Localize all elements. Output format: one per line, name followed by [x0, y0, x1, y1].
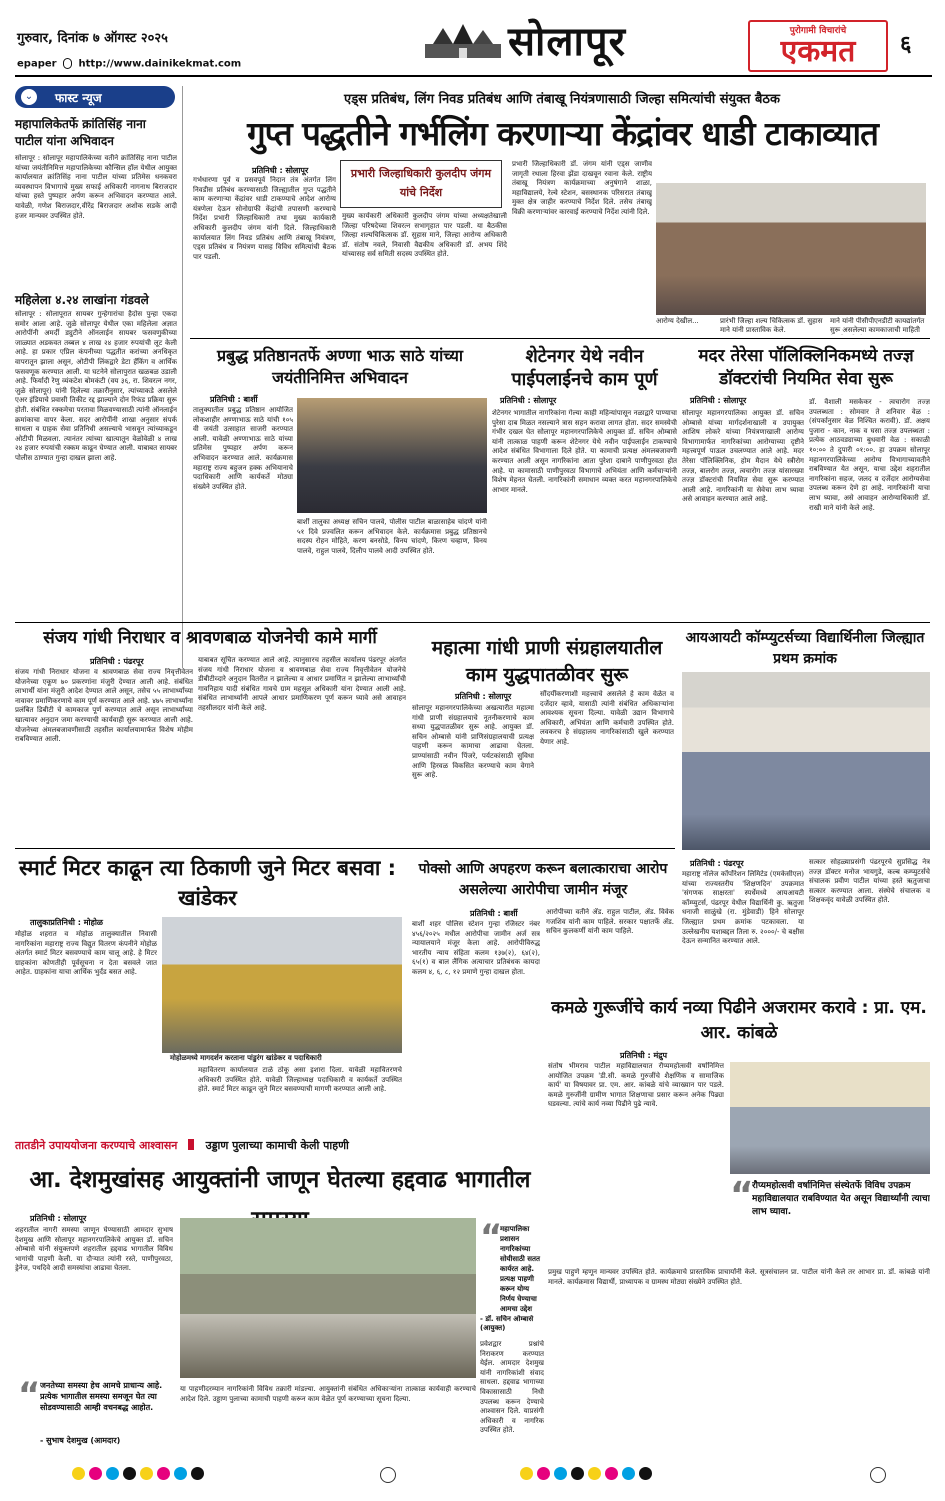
iit-body-2: सत्कार सोहळ्याप्रसंगी पंढरपूरचे सुप्रसिद्ध नेत्र तज्ज्ञ डॉक्टर मनोज भायगुडे, कल्ब कम्प्युटर्सचे संचालक प्रवीण पाटील यांच्या हस्ते ऋतुजाचा सत्कार करण्यात आला. संस्थेचे संचालक व शिक्षकवृंद यावेळी उपस्थित होते.: [809, 858, 930, 905]
kamble-pull-quote: रौप्यमहोत्सवी वर्षानिमित्त संस्थेतर्फे विविध उपक्रम महाविद्यालयात राबविण्यात येत असून विद्यार्थ्यांनी त्याचा लाभ घ्यावा.: [752, 1181, 930, 1217]
sidebar-item1-headline: महापालिकेतर्फे क्रांतिसिंह नाना पाटील यांना अभिवादन: [15, 117, 146, 148]
temple-skyline-icon: [423, 22, 503, 62]
sanjay-body: संजय गांधी निराधार योजना व श्रावणबाळ सेवा राज्य निवृत्तीवेतन योजनेच्या एकूण ७० प्रकरणांना मंजुरी देण्यात आली आहे. संबंधित लाभार्थी यांना मंजुरी आदेश देण्यात आले असून, तसेच ५५ लाभार्थ्यांच्या नावावर प्रमाणिकरणाचे काम पूर्ण करण्यात आले आहे. ४७५ लाभार्थ्यांना प्रलंबित डिबीटी चे कामकाज पूर्ण करण्यात आले असून लाभार्थ्यांच्या खात्यावर अनुदान जमा करण्याची कार्यवाही सुरू करण्यात आली आहे. योजनेच्या अंमलबजावणीसाठी तहसील कार्यालयामार्फत विशेष मोहीम राबविण्यात आली.: [15, 668, 193, 744]
divider-2: [15, 622, 930, 623]
color-swatch: [123, 1467, 136, 1480]
color-swatch: [605, 1467, 618, 1480]
color-swatch: [537, 1467, 550, 1480]
kamble-body: संतोष भीमराव पाटील महाविद्यालयात रौप्यमहोत्सवी वर्षानिमित्त आयोजित उपक्रम 'डी.सी. कमळे गुरुजींचे शैक्षणिक व सामाजिक कार्य' या विषयावर प्रा. एम. आर. कांबळे यांचे व्याख्यान पार पडले. कमळे गुरुजींनी ग्रामीण भागात शिक्षणाचा प्रसार करून अनेक पिढ्या घडवल्या. त्यांचे कार्य नव्या पिढीने पुढे न्यावे.: [548, 1062, 724, 1109]
lead-body-col1: गर्भधारणा पूर्व व प्रसवपूर्व निदान तंत्र अंतर्गत लिंग निवडीस प्रतिबंध करण्यासाठी जिल्ह्यातील गुप्त पद्धतीने काम करणाऱ्या केंद्रांवर धाडी टाकण्याचे आदेश आरोग्य यंत्रणेला देऊन सोनोग्राफी केंद्रांची तपासणी करण्याचे निर्देश प्रभारी जिल्हाधिकारी तथा मुख्य कार्यकारी अधिकारी कुलदीप जंगम यांनी दिले. जिल्हाधिकारी कार्यालयात लिंग निवड प्रतिबंध आणि तंबाखू नियंत्रण, एड्स प्रतिबंध व नियंत्रण यासह विविध समित्यांची बैठक पार पडली.: [193, 176, 336, 261]
color-swatch: [639, 1467, 652, 1480]
brand-name: एकमत: [780, 34, 856, 69]
iit-headline: आयआयटी कॉम्प्युटर्सच्या विद्यार्थिनीला जिल्ह्यात प्रथम क्रमांक: [685, 630, 925, 667]
color-swatches-right: [520, 1467, 652, 1480]
teresa-body: सोलापूर महानगरपालिका आयुक्त डॉ. सचिन ओम्बासे यांच्या मार्गदर्शनाखाली व उपायुक्त आशिष लोकरे यांच्या नियंत्रणाखाली आरोग्य विभागामार्फत नागरिकांच्या आरोग्याच्या दृष्टीने महत्त्वपूर्ण पाऊल उचलण्यात आले आहे. मदर तेरेसा पॉलिक्लिनिक, होम मैदान येथे स्त्रीरोग तज्ज्ञ, बालरोग तज्ज्ञ, त्वचारोग तज्ज्ञ यांसारख्या तज्ज्ञ डॉक्टरांची नियमित सेवा सुरू करण्यात आली आहे. नागरिकांनी या सेवेचा लाभ घ्यावा असे आवाहन करण्यात आले आहे.: [682, 409, 804, 504]
color-swatch: [554, 1467, 567, 1480]
color-swatches-left: [72, 1467, 204, 1480]
fast-news-sidebar: [15, 86, 183, 668]
epaper-line: [17, 58, 241, 70]
museum-body-2: सौंदर्यीकरणाशी महत्त्वाचे असलेले हे काम वेळेत व दर्जेदार व्हावे, यासाठी त्यांनी संबंधित अधिकाऱ्यांना आवश्यक सूचना दिल्या. यावेळी उद्यान विभागाचे अधिकारी, अभियंता आणि कर्मचारी उपस्थित होते. लवकरच हे संग्रहालय नागरिकांसाठी खुले करण्यात येणार आहे.: [540, 690, 674, 746]
museum-byline: प्रतिनिधी : सोलापूर: [455, 692, 512, 701]
sanjay-headline: संजय गांधी निराधार व श्रावणबाळ योजनेची कामे मार्गी: [43, 628, 377, 648]
strip-left: तातडीने उपाययोजना करण्याचे आश्वासन: [15, 1139, 178, 1152]
teresa-headline: मदर तेरेसा पॉलिक्लिनिकमध्ये तज्ज्ञ डॉक्टरांची नियमित सेवा सुरू: [698, 346, 914, 389]
anna-byline: प्रतिनिधी : बार्शी: [210, 395, 258, 404]
deshmukh-body-2: या पाहणीदरम्यान नागरिकांनी विविध तक्रारी मांडल्या. आयुक्तांनी संबंधित अधिकाऱ्यांना तात्काळ कार्यवाही करण्याचे आदेश दिले. उड्डाण पुलाच्या कामाची पाहणी करून काम वेळेत पूर्ण करण्याच्या सूचना दिल्या.: [180, 1385, 476, 1403]
strip-right: उड्डाण पुलाच्या कामाची केली पाहणी: [205, 1139, 349, 1152]
strip-separator: [188, 1139, 194, 1150]
lead-body-col2: मुख्य कार्यकारी अधिकारी कुलदीप जंगम यांच्या अध्यक्षतेखाली जिल्हा परिषदेच्या शिवरत्न सभागृहात पार पडली. या बैठकीस जिल्हा शल्यचिकित्सक डॉ. सुहास माने, जिल्हा आरोग्य अधिकारी डॉ. संतोष नवले, निवासी वैद्यकीय अधिकारी डॉ. अभय शिंदे यांच्यासह सर्व समिती सदस्य उपस्थित होते.: [342, 212, 507, 259]
deshmukh-quote2-author: - डॉ. सचिन ओम्बासे (आयुक्त): [480, 1315, 534, 1332]
color-swatch: [191, 1467, 204, 1480]
anna-body: तालुक्यातील प्रबुद्ध प्रतिष्ठान आयोजित लोकशाहीर अण्णाभाऊ साठे यांची १०५ वी जयंती उत्साहात साजरी करण्यात आली. यावेळी अण्णाभाऊ साठे यांच्या प्रतिमेस पुष्पहार अर्पण करून अभिवादन करण्यात आले. कार्यक्रमास महाराष्ट्र राज्य बहुजन हक्क अभियानाचे पदाधिकारी आणि कार्यकर्ते मोठ्या संख्येने उपस्थित होते.: [193, 406, 293, 491]
lead-caption-3: माने यांनी पीसीपीएनडीटी कायद्यांतर्गत सुरू असलेल्या कामकाजाची माहिती: [830, 317, 925, 334]
deshmukh-byline: प्रतिनिधी : सोलापूर: [30, 1214, 87, 1223]
color-swatch: [520, 1467, 533, 1480]
iit-body: महाराष्ट्र नॉलेज कॉर्पोरेशन लिमिटेड (एमकेसीएल) यांच्या राज्यस्तरीय 'शिक्षणदिन' उपक्रमात 'संगणक साक्षरता' स्पर्धेमध्ये आयआयटी कॉम्प्युटर्स, पंढरपूर येथील विद्यार्थिनी कु. ऋतुजा धनाजी साळुंखे (रा. मुंडेवाडी) हिने सोलापूर जिल्ह्यात प्रथम क्रमांक पटकावला. या उल्लेखनीय यशाबद्दल तिला रु. २०००/- चे बक्षीस देऊन सन्मानित करण्यात आले.: [682, 870, 804, 946]
color-swatch: [622, 1467, 635, 1480]
lead-photo: [656, 183, 926, 315]
iit-byline: प्रतिनिधी : पंढरपूर: [690, 859, 744, 868]
epaper-link[interactable]: http://www.dainikekmat.com: [78, 58, 242, 70]
kamble-headline: कमळे गुरूजींचे कार्य नव्या पिढीने अजरामर करावे : प्रा. एम. आर. कांबळे: [551, 998, 927, 1043]
meter-body-2: महावितरण कार्यालयात टाळे ठोकू असा इशारा दिला. यावेळी महावितरणचे अधिकारी उपस्थित होते. यावेळी जिल्हाध्यक्ष पदाधिकारी व कार्यकर्ते उपस्थित होते. स्मार्ट मिटर काढून जुने मिटर बसवण्याची मागणी करण्यात आली आहे.: [198, 1066, 402, 1094]
anna-headline: प्रबुद्ध प्रतिष्ठानतर्फे अण्णा भाऊ साठे यांच्या जयंतीनिमित्त अभिवादन: [216, 346, 464, 387]
meter-caption: मोहोळमध्ये मागदर्शन करताना पांडुरंग खांडेकर व पदाधिकारी: [170, 1054, 322, 1062]
color-swatch: [588, 1467, 601, 1480]
kamble-byline: प्रतिनिधी : मंद्रुप: [620, 1051, 668, 1060]
pipeline-headline: शेटेनगर येथे नवीन पाईपलाईनचे काम पूर्ण: [511, 346, 658, 390]
sidebar-item2-body: सोलापूर : सोलापूरात सायबर गुन्हेगारांचा हैदोस पुन्हा एकदा समोर आला आहे. जुळे सोलापूर येथील एका महिलेला अज्ञात आरोपींनी अमर्दी ड्युटीने ऑनलाईन सायबर फसवणुकीच्या जाळ्यात अडकवत तब्बल ४ लाख २४ हजार रुपयांची लूट केली आहे. हा प्रकार एप्रिल कंपनीच्या पद्धतीत करांच्या अनधिकृत वापरातून झाला असून, ओटीपी लिंकद्वारे डेटा हॅकिंग व आर्थिक फसवणूक करण्यात आली. या घटनेने सोलापुरात खळबळ उडाली आहे. फिर्यादी रेणु व्यंकटेश बोमकंटी (वय ३६, रा. शिवरत्न नगर, जुळे सोलापूर) यांनी दिलेल्या तक्रारीनुसार, त्यांच्याकडे असलेले एअर इंडियाचे प्रवासी तिकीट रद्द झाल्याने दोन रिफंड प्रक्रिया सुरू होती. संबंधित रक्कमेचा परतावा मिळवण्यासाठी त्यांनी ऑनलाईन क्रमांकाचा वापर केला. सदर आरोपींनी शाखा अनुसार संपर्क साधला व ग्राहक सेवा प्रतिनिधी असल्याचे भासवून त्यांच्याकडून ओटीपी मिळवला. त्यानंतर त्यांच्या खात्यातून वेळोवेळी ४ लाख २४ हजार रुपयांची रक्कम काढून घेण्यात आली. याबाबत सायबर पोलीस ठाण्यात गुन्हा दाखल झाला आहे.: [15, 310, 177, 462]
deshmukh-headline: आ. देशमुखांसह आयुक्तांनी जाणून घेतल्या हद्दवाढ भागातील: [29, 1167, 531, 1193]
museum-headline: महात्मा गांधी प्राणी संग्रहालयातील काम युद्धपातळीवर सुरू: [431, 637, 663, 686]
brand-tagline: पुरोगामी विचारांचे: [789, 26, 847, 36]
lead-boxed-sub-text: प्रभारी जिल्हाधिकारी कुलदीप जंगम यांचे निर्देश: [350, 167, 492, 199]
color-swatch: [72, 1467, 85, 1480]
deshmukh-quote1-author: - सुभाष देशमुख (आमदार): [40, 1436, 121, 1445]
sidebar-item2-headline: महिलेला ४.२४ लाखांना गंडवले: [15, 293, 149, 307]
deshmukh-quote1: जनतेच्या समस्या हेच आमचे प्राधान्य आहे. प्रत्येक भागातील समस्या समजून घेत त्या सोडवण्यासाठी आम्ही वचनबद्ध आहोत.: [40, 1381, 163, 1412]
sanjay-body-2: याबाबत सूचित करण्यात आले आहे. त्यानुसारच तहसील कार्यालय पंढरपूर अंतर्गत संजय गांधी निराधार योजना व श्रावणबाळ सेवा राज्य निवृत्तीवेतन योजनेचे डीबीटीव्दारे अनुदान वितरीत न झालेल्या व आधार प्रमाणित न झालेल्या लाभार्थ्यांची गावनिहाय यादी संबंधित गावचे ग्राम महसूल अधिकारी यांना देण्यात आली आहे. संबंधित लाभार्थ्यांनी आपले आधार प्रमाणिकरण पूर्ण करून घ्यावे असे आवाहन तहसीलदार यांनी केले आहे.: [198, 656, 406, 712]
teresa-body-2: डॉ. वैशाली मसकेकर - त्वचारोग तज्ज्ञ उपलब्धता : सोमवार ते शनिवार वेळ : (संपर्कानुसार वेळ निश्चित करावी). डॉ. अक्षय पुजारा - कान, नाक व घसा तज्ज्ञ उपलब्धता : प्रत्येक आठवड्याच्या बुधवारी वेळ : सकाळी १०:०० ते दुपारी ०१:००. हा उपक्रम सोलापूर महानगरपालिकेच्या आरोग्य विभागाच्यावतीने राबविण्यात येत असून, याचा उद्देश शहरातील नागरिकांना सहज, जलद व दर्जेदार आरोग्यसेवा उपलब्ध करून देणे हा आहे. नागरिकांनी याचा लाभ घ्यावा, असे आवाहन आरोग्याधिकारी डॉ. राखी माने यांनी केले आहे.: [809, 398, 930, 512]
pocso-body: बार्शी शहर पोलिस स्टेशन गुन्हा रजिस्टर नंबर ४५६/२०२५ मधील आरोपीचा जामीन अर्ज सत्र न्यायालयाने मंजूर केला आहे. आरोपीविरुद्ध भारतीय न्याय संहिता कलम १३७(२), ६४(२), ६५(१) व बाल लैंगिक अत्याचार प्रतिबंधक कायदा कलम ४, ६, ८, १२ प्रमाणे गुन्हा दाखल होता.: [412, 920, 540, 976]
pocso-headline: पोक्सो आणि अपहरण करून बलात्काराचा आरोप असलेल्या आरोपीचा जामीन मंजूर: [418, 861, 668, 898]
crosshair-left-icon: [380, 1467, 396, 1483]
deshmukh-quote2-mark: “: [480, 1217, 503, 1257]
lead-headline: गुप्त पद्धतीने गर्भलिंग करणाऱ्या केंद्रांवर धाडी टाकाव्यात: [247, 114, 878, 153]
deshmukh-photo: [180, 1218, 476, 1378]
lead-kicker: एड्स प्रतिबंध, लिंग निवड प्रतिबंध आणि तंबाखू नियंत्रणासाठी जिल्हा समित्यांची संयुक्त बैठक: [344, 92, 780, 107]
masthead-rule: [15, 75, 932, 77]
color-swatch: [174, 1467, 187, 1480]
issue-date: गुरुवार, दिनांक ७ ऑगस्ट २०२५: [17, 31, 168, 46]
lead-body-col3: प्रभारी जिल्हाधिकारी डॉ. जंगम यांनी एड्स जाणीव जागृती रथाला हिरवा झेंडा दाखवून रवाना केले. राष्ट्रीय तंबाखू नियंत्रण कार्यक्रमाच्या अनुषंगाने शाळा, महाविद्यालये, रेल्वे स्टेशन, बसस्थानक परिसरात तंबाखू मुक्त क्षेत्र जाहीर करण्याचे निर्देश दिले. तसेच तंबाखू विक्री करणाऱ्यांवर कारवाई करण्याचे निर्देश त्यांनी दिले.: [512, 160, 652, 216]
divider-3: [15, 848, 675, 849]
epaper-label: epaper: [17, 58, 57, 70]
kamble-body-2: प्रमुख पाहुणे म्हणून मान्यवर उपस्थित होते. कार्यक्रमाचे प्रास्ताविक प्राचार्यांनी केले. सूत्रसंचालन प्रा. पाटील यांनी केले तर आभार प्रा. डॉ. कांबळे यांनी मानले. कार्यक्रमास विद्यार्थी, प्राध्यापक व ग्रामस्थ मोठ्या संख्येने उपस्थित होते.: [548, 1268, 930, 1286]
color-swatch: [89, 1467, 102, 1480]
crosshair-right-icon: [870, 1467, 886, 1483]
lead-divider: [190, 338, 930, 339]
lead-byline: प्रतिनिधी : सोलापूर: [252, 166, 309, 175]
museum-body: सोलापूर महानगरपालिकेच्या अखत्यारीत महात्मा गांधी प्राणी संग्रहालयाचे नूतनीकरणाचे काम सध्या युद्धपातळीवर सुरू आहे. आयुक्त डॉ. सचिन ओम्बासे यांनी प्राणिसंग्रहालयाची प्रत्यक्ष पाहणी करून कामाचा आढावा घेतला. प्राण्यांसाठी नवीन पिंजरे, पर्यटकांसाठी सुविधा आणि हिरवळ विकसित करण्याचे काम वेगाने सुरू आहे.: [412, 704, 534, 780]
anna-photo: [297, 398, 487, 513]
kamble-pull-quote-mark: “: [730, 1175, 754, 1216]
pocso-body-2: आरोपीच्या वतीने ॲड. राहुल पाटील, ॲड. विवेक गजशिव यांनी काम पाहिले. सरकार पक्षातर्फे ॲड. सचिन कुलकर्णी यांनी काम पाहिले.: [546, 908, 674, 936]
city-emblem: [423, 22, 503, 62]
registration-marks: [0, 1463, 945, 1493]
meter-body: मोहोळ शहरात व मोहोळ तालुक्यातील निवासी नागरिकांना महाराष्ट्र राज्य विद्युत वितरण कंपनीने मोहोळ अंतर्गत स्मार्ट मिटर बसवण्याचे काम चालू आहे. हे मिटर ग्राहकांना कोणतीही पूर्वसूचना न देता बसवले जात आहेत. ग्राहकांना याचा आर्थिक भुर्दंड बसत आहे.: [15, 930, 157, 977]
color-swatch: [571, 1467, 584, 1480]
deshmukh-quote2: महापालिका प्रशासन नागरिकांच्या सोयीसाठी सतत कार्यरत आहे. प्रत्यक्ष पाहणी करून योग्य निर्णय घेण्याचा आमचा उद्देश: [500, 1225, 540, 1313]
color-swatch: [140, 1467, 153, 1480]
iit-photo: [682, 672, 930, 850]
sanjay-byline: प्रतिनिधी : पंढरपूर: [90, 657, 144, 666]
red-strip: [15, 1134, 540, 1156]
anna-body-2: बार्शी तालुका अध्यक्ष सचिन पालवे, पोलीस पाटील बाळासाहेब चांदणे यांनी ५१ दिवे प्रज्वलित करून अभिवादन केले. कार्यक्रमास प्रबुद्ध प्रतिष्ठानचे सदस्य रोहन मोहिते, करण बनसोडे, विनय चांदणे, किरण चव्हाण, विनय पालवे, राहुल पालवे, दिलीप पालवे आदी उपस्थित होते.: [297, 518, 487, 555]
deshmukh-body: शहरातील नागरी समस्या जाणून घेण्यासाठी आमदार सुभाष देशमुख आणि सोलापूर महानगरपालिकेचे आयुक्त डॉ. सचिन ओम्बासे यांनी संयुक्तपणे शहरातील हद्दवाढ भागातील विविध भागांची पाहणी केली. या दौऱ्यात त्यांनी रस्ते, पाणीपुरवठा, ड्रेनेज, पथदिवे आदी समस्यांचा आढावा घेतला.: [15, 1226, 173, 1273]
deshmukh-quote1-mark: “: [18, 1375, 41, 1415]
meter-headline: स्मार्ट मिटर काढून त्या ठिकाणी जुने मिटर बसवा : खांडेकर: [18, 856, 397, 910]
lead-caption-1: आरोग्य देखील...: [656, 317, 699, 325]
chevron-down-icon: ⌄: [21, 89, 37, 105]
kamble-photo: [730, 1062, 930, 1174]
pipeline-byline: प्रतिनिधी : सोलापूर: [500, 396, 557, 405]
meter-photo: [162, 917, 402, 1053]
brand-box: [748, 20, 888, 72]
teresa-byline: प्रतिनिधी : सोलापूर: [690, 396, 747, 405]
meter-byline: तालुकाप्रतिनिधी : मोहोळ: [30, 918, 103, 927]
masthead: [0, 0, 945, 80]
page-number: ६: [900, 32, 912, 57]
sidebar-item1-body: सोलापूर : सोलापूर महापालिकेच्या वतीने क्रांतिसिंह नाना पाटील यांच्या जयंतीनिमित्त महापालिकेच्या कौन्सिल हॉल येथील आयुक्त कार्यालयात क्रांतिसिंह नाना पाटील यांच्या प्रतिमेस धनकवरा व्यवस्थापन विभागाचे मुख्य सफाई अधिकारी नागनाथ बिराजदार यांच्या हस्ते पुष्पहार अर्पण करून अभिवादन करण्यात आले. यावेळी, गणेश बिराजदार,वीरेंद्र बिराजदार अशोक सडके आदी हजर मान्यवर उपस्थित होते.: [15, 154, 177, 220]
fast-news-title: फास्ट न्यूज: [55, 91, 102, 105]
city-name: सोलापूर: [508, 19, 626, 65]
color-swatch: [157, 1467, 170, 1480]
mouse-icon: [63, 58, 72, 69]
lead-caption-2: प्रारंभी जिल्हा शल्य चिकित्सक डॉ. सुहास माने यांनी प्रास्ताविक केले.: [720, 317, 823, 334]
pocso-byline: प्रतिनिधी : बार्शी: [470, 909, 518, 918]
deshmukh-body-3: प्रवेशद्वार प्रश्नांचे निराकरण करण्यात येईल. आमदार देशमुख यांनी नागरिकांशी संवाद साधला. हद्दवाढ भागाच्या विकासासाठी निधी उपलब्ध करून देण्याचे आश्वासन दिले. याप्रसंगी अधिकारी व नागरिक उपस्थित होते.: [480, 1340, 544, 1435]
pipeline-body: शेटेनगर भागातील नागरिकांना गेल्या काही महिन्यांपासून नळाद्वारे पाण्याचा पुरेसा दाब मिळत नसल्याने त्रास सहन करावा लागत होता. सदर समस्येची गंभीर दखल घेत सोलापूर महानगरपालिकेचे आयुक्त डॉ. सचिन ओम्बासे यांनी तात्काळ पाहणी करून शेटेनगर येथे नवीन पाईपलाईन टाकण्याचे आदेश संबंधित विभागाला दिले होते. या कामाची प्रत्यक्ष अंमलबजावणी करण्यात आली असून नागरिकांना आता पुरेशा दाबाने पाणीपुरवठा होत आहे. या कामासाठी पाणीपुरवठा विभागाचे अभियंता आणि कर्मचाऱ्यांनी विशेष मेहनत घेतली. नागरिकांनी समाधान व्यक्त करत महानगरपालिकेचे आभार मानले.: [492, 409, 677, 494]
color-swatch: [106, 1467, 119, 1480]
fast-news-header: [15, 86, 175, 108]
lead-boxed-sub: [340, 160, 502, 208]
